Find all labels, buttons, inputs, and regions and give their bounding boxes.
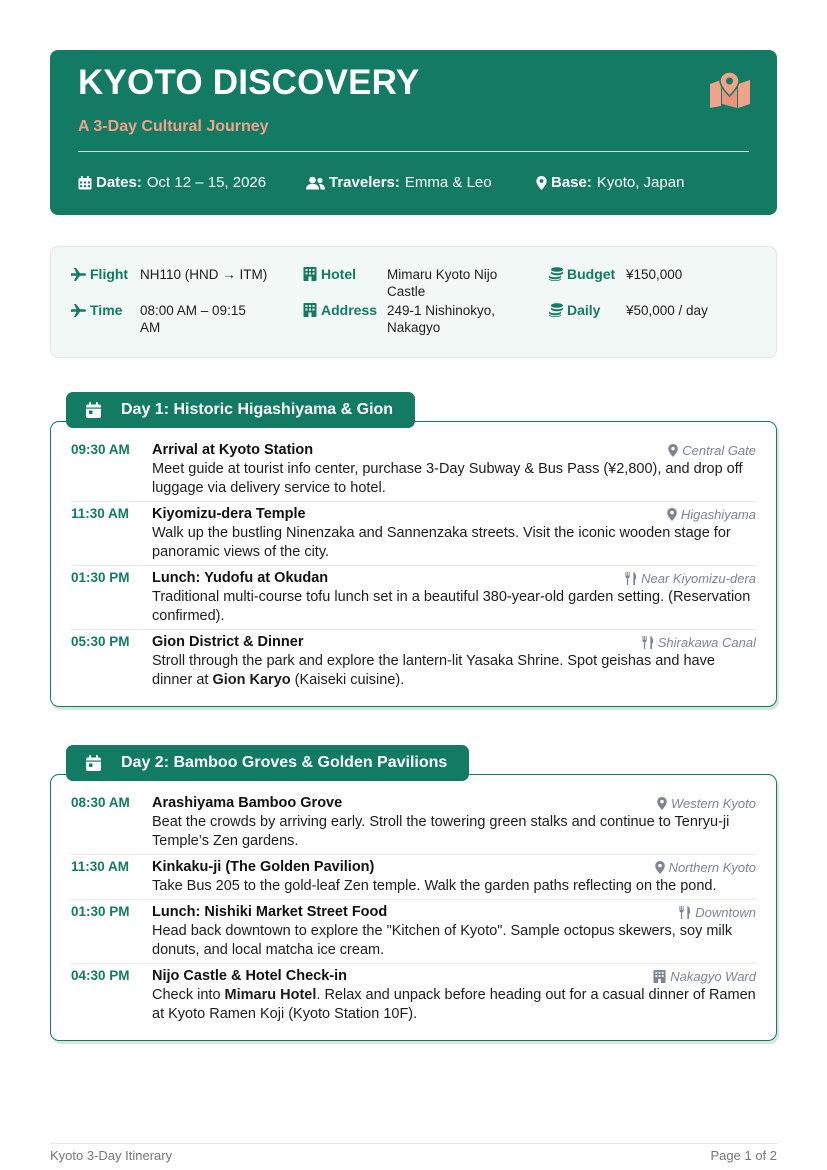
description-text: . Relax and unpack before heading out for a casual dinner of Ramen at Kyoto Ramen Koji (Kyoto Station 10F). — [152, 987, 756, 1022]
location-text: Near Kiyomizu-dera — [641, 571, 756, 586]
schedule-row — [71, 506, 756, 566]
trip-base — [536, 174, 684, 191]
budget-label: Budget — [567, 266, 616, 282]
schedule-row — [71, 634, 756, 694]
map-marker-icon — [709, 72, 751, 108]
day-2-title: Day 2: Bamboo Groves & Golden Pavilions — [121, 754, 448, 771]
daily-value: ¥50,000 / day — [626, 303, 708, 318]
flight-label-group — [71, 266, 128, 282]
schedule-time: 08:30 AM — [71, 795, 130, 810]
travelers-value: Emma & Leo — [404, 174, 492, 191]
page-footer — [50, 1143, 777, 1163]
hotel-value: Mimaru Kyoto Nijo Castle — [387, 267, 498, 299]
calendar-day-icon — [86, 402, 101, 418]
page-title: KYOTO DISCOVERY — [78, 63, 420, 102]
schedule-location — [625, 571, 756, 586]
schedule-time: 04:30 PM — [71, 968, 130, 983]
hotel-label: Hotel — [321, 266, 356, 282]
pin-icon — [657, 797, 667, 810]
schedule-row — [71, 442, 756, 502]
page-number: Page 1 of 2 — [710, 1148, 777, 1163]
schedule-description: Take Bus 205 to the gold-leaf Zen temple. Walk the garden paths reflecting on the pond. — [152, 878, 717, 894]
day-1-tab — [66, 392, 415, 428]
description-text: Stroll through the park and explore the lantern-lit Yasaka Shrine. Spot geishas and have dinner at — [152, 653, 715, 688]
schedule-row — [71, 968, 756, 1028]
schedule-time: 05:30 PM — [71, 634, 130, 649]
hotel-name: Mimaru Hotel — [224, 987, 317, 1003]
schedule-time: 11:30 AM — [71, 506, 130, 521]
coins-icon — [549, 267, 563, 281]
schedule-description: Traditional multi-course tofu lunch set in a beautiful 380-year-old garden setting. (Reservation confirmed). — [152, 589, 751, 624]
location-text: Western Kyoto — [670, 796, 756, 811]
pin-icon — [667, 508, 677, 521]
location-text: Downtown — [695, 905, 756, 920]
budget-label-group — [549, 266, 615, 282]
schedule-activity: Lunch: Nishiki Market Street Food — [152, 904, 388, 920]
schedule-time: 11:30 AM — [71, 859, 130, 874]
location-text: Shirakawa Canal — [657, 635, 756, 650]
schedule-row — [71, 570, 756, 630]
trip-summary — [50, 246, 777, 358]
schedule-activity: Kinkaku-ji (The Golden Pavilion) — [152, 859, 375, 875]
schedule-description: Walk up the bustling Ninenzaka and Sannenzaka streets. Visit the iconic wooden stage for panoramic views of the city. — [152, 525, 731, 560]
schedule-description — [152, 986, 756, 1024]
location-pin-icon — [536, 176, 547, 190]
footer-document-title: Kyoto 3-Day Itinerary — [50, 1148, 173, 1163]
trip-dates — [78, 174, 266, 191]
trip-travelers — [306, 174, 492, 191]
utensils-icon — [625, 572, 637, 585]
utensils-icon — [679, 906, 691, 919]
time-label: Time — [90, 302, 123, 318]
schedule-activity: Arrival at Kyoto Station — [152, 442, 314, 458]
base-value: Kyoto, Japan — [596, 174, 685, 191]
calendar-day-icon — [86, 755, 101, 771]
pin-icon — [655, 861, 665, 874]
schedule-time: 01:30 PM — [71, 904, 130, 919]
hotel-label-group — [303, 266, 356, 282]
coins-icon — [549, 303, 563, 317]
utensils-icon — [642, 636, 654, 649]
calendar-icon — [78, 176, 92, 190]
schedule-location — [668, 443, 756, 458]
schedule-activity: Lunch: Yudofu at Okudan — [152, 570, 329, 586]
schedule-location — [657, 796, 756, 811]
header-divider — [78, 151, 749, 152]
schedule-time: 09:30 AM — [71, 442, 130, 457]
schedule-location — [642, 635, 756, 650]
travelers-label: Travelers: — [329, 174, 400, 191]
page-subtitle: A 3-Day Cultural Journey — [78, 118, 269, 135]
schedule-location — [655, 860, 756, 875]
location-text: Nakagyo Ward — [670, 969, 756, 984]
schedule-row — [71, 904, 756, 964]
address-value: 249-1 Nishinokyo, Nakagyo — [387, 303, 496, 335]
location-text: Northern Kyoto — [668, 860, 756, 875]
schedule-location — [653, 969, 756, 984]
time-label-group — [71, 302, 122, 318]
schedule-description: Beat the crowds by arriving early. Stroll the towering green stalks and continue to Tenryu-ji Temple’s Zen gardens. — [152, 814, 730, 849]
schedule-location — [679, 905, 756, 920]
schedule-row — [71, 859, 756, 900]
budget-value: ¥150,000 — [626, 267, 683, 282]
day-1-card — [50, 421, 777, 707]
address-label: Address — [321, 302, 378, 318]
flight-label: Flight — [90, 266, 129, 282]
schedule-description: Meet guide at tourist info center, purchase 3-Day Subway & Bus Pass (¥2,800), and drop off luggage via delivery service to hotel. — [152, 461, 743, 496]
schedule-time: 01:30 PM — [71, 570, 130, 585]
schedule-description: Head back downtown to explore the "Kitchen of Kyoto". Sample octopus skewers, soy milk donuts, and local matcha ice cream. — [152, 923, 733, 958]
schedule-row — [71, 795, 756, 855]
day-2-tab — [66, 745, 469, 781]
description-text: Check into — [152, 987, 225, 1003]
restaurant-name: Gion Karyo — [212, 672, 291, 688]
dates-value: Oct 12 – 15, 2026 — [146, 174, 267, 191]
time-value: 08:00 AM – 09:15 AM — [140, 303, 246, 335]
dates-label: Dates: — [96, 174, 142, 191]
hotel-icon — [653, 970, 666, 983]
hotel-icon — [303, 303, 317, 317]
schedule-activity: Kiyomizu-dera Temple — [152, 506, 306, 522]
description-text: (Kaiseki cuisine). — [290, 672, 405, 688]
day-2-card — [50, 774, 777, 1041]
address-label-group — [303, 302, 377, 318]
plane-icon — [71, 268, 86, 281]
itinerary-header — [50, 50, 777, 215]
users-icon — [306, 176, 325, 190]
schedule-description — [152, 652, 756, 690]
location-text: Higashiyama — [680, 507, 756, 522]
schedule-activity: Arashiyama Bamboo Grove — [152, 795, 343, 811]
schedule-activity: Nijo Castle & Hotel Check-in — [152, 968, 347, 984]
flight-value: NH110 (HND → ITM) — [140, 267, 268, 282]
day-1-title: Day 1: Historic Higashiyama & Gion — [121, 401, 394, 418]
daily-label-group — [549, 302, 600, 318]
location-text: Central Gate — [682, 443, 756, 458]
hotel-icon — [303, 267, 317, 281]
plane-icon — [71, 304, 86, 317]
pin-icon — [668, 444, 678, 457]
schedule-location — [667, 507, 756, 522]
base-label: Base: — [551, 174, 592, 191]
daily-label: Daily — [567, 302, 601, 318]
schedule-activity: Gion District & Dinner — [152, 634, 304, 650]
